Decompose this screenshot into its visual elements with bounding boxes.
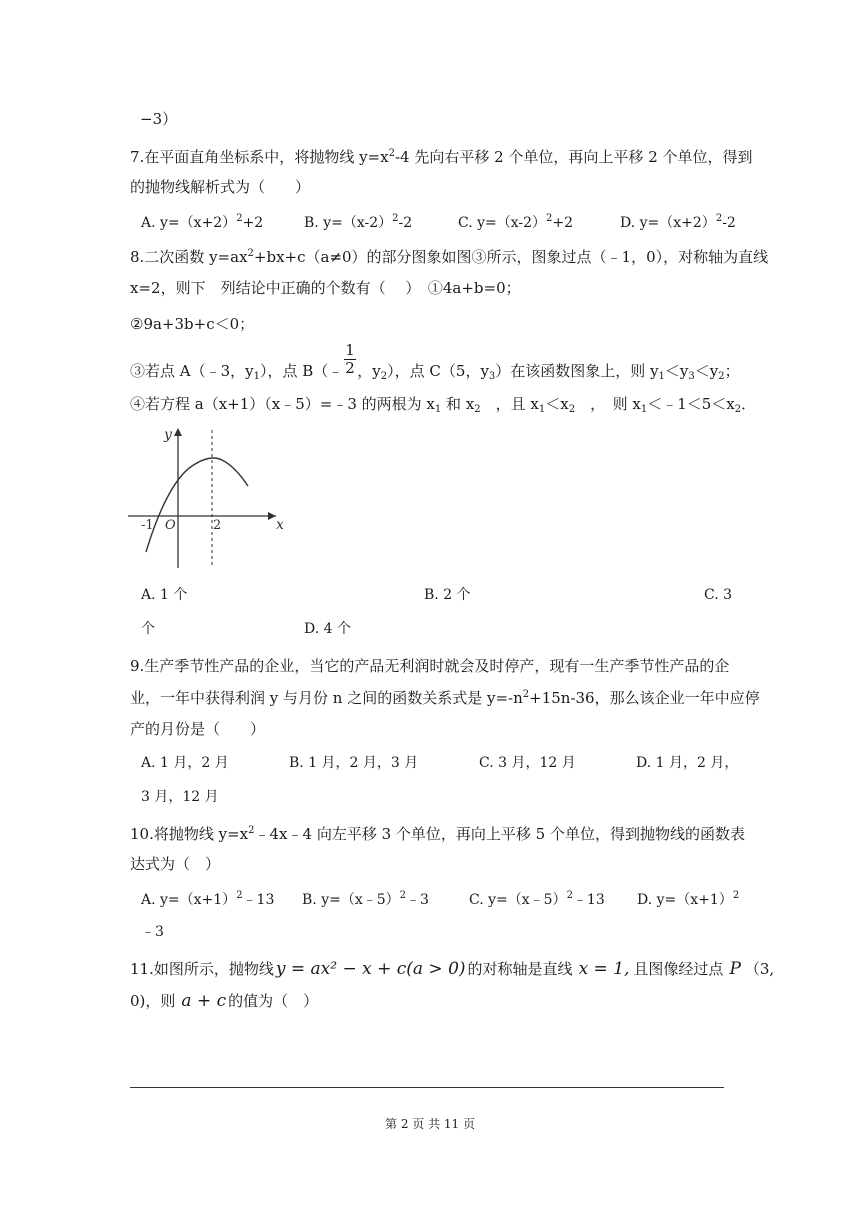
option-text: C. y=（x﹣5） [469, 892, 567, 908]
text: 和 x [441, 395, 475, 413]
superscript: 2 [247, 248, 254, 259]
question-10-line-2: 达式为（ ） [130, 855, 221, 873]
text: ）在该函数图象上，则 y [495, 362, 659, 380]
text: ），点 C（5，y [387, 362, 489, 380]
fraction-one-half [344, 343, 356, 376]
graph-tick-2: 2 [213, 518, 222, 533]
q9-option-d[interactable]: D. 1 月，2 月， [636, 755, 739, 771]
math-expression: a + c [181, 991, 227, 1011]
superscript: 2 [236, 213, 243, 224]
text: ，y [357, 362, 381, 380]
superscript: 2 [522, 689, 530, 700]
question-8-line-4 [130, 364, 740, 382]
subscript: 2 [474, 404, 481, 415]
text: ＜y [694, 362, 719, 380]
math-expression: P [729, 959, 741, 979]
text: ④若方程 a（x+1）（x﹣5）=﹣3 的两根为 x [130, 395, 435, 413]
text: ； [724, 362, 740, 380]
subscript: 1 [640, 404, 648, 415]
q8-option-b[interactable]: B. 2 个 [424, 587, 471, 603]
question-8-line-3: ②9a+3b+c＜0； [130, 315, 255, 333]
question-7-line-2: 的抛物线解析式为（ ） [130, 178, 311, 196]
text: ③若点 A（﹣3，y [130, 362, 254, 380]
text: +15n-36，那么该企业一年中应停 [529, 689, 760, 707]
subscript: 2 [718, 371, 725, 382]
text: ， 则 x [575, 395, 641, 413]
y-axis-arrow [174, 428, 182, 436]
math-expression: y = ax² − x + c(a > 0) [275, 959, 466, 979]
q8-text-a: 8.二次函数 y=ax [130, 248, 248, 266]
q10-option-d-continued: ﹣3 [141, 924, 164, 940]
option-text: ﹣13 [572, 892, 605, 908]
text: （3, [744, 960, 775, 978]
question-9-line-3: 产的月份是（ ） [130, 720, 266, 738]
option-text: A. y=（x+2） [141, 215, 237, 231]
text: 的对称轴是直线 [467, 960, 573, 978]
option-text: A. y=（x+1） [141, 892, 237, 908]
text: ． [741, 395, 757, 413]
q7-option-d[interactable] [620, 214, 736, 230]
option-text: ﹣3 [406, 892, 429, 908]
text: ＜﹣1＜5＜x [647, 395, 735, 413]
subscript: 3 [688, 371, 695, 382]
q7-option-a[interactable] [141, 214, 263, 230]
graph-origin-label: O [165, 518, 176, 533]
q8-option-c-continued: 个 [141, 621, 155, 637]
option-text: B. y=（x﹣5） [302, 892, 400, 908]
option-text: D. y=（x+1） [637, 892, 733, 908]
text: 且图像经过点 [633, 960, 724, 978]
q9-option-a[interactable]: A. 1 月，2 月 [141, 755, 229, 771]
superscript: 2 [715, 213, 723, 224]
text: ），点 B（﹣ [260, 362, 344, 380]
subscript: 2 [380, 371, 388, 382]
x-axis-arrow [268, 512, 276, 520]
superscript: 2 [546, 213, 553, 224]
graph-x-label: x [276, 517, 284, 533]
q10-option-b[interactable] [302, 891, 429, 907]
question-7-line-1 [130, 149, 753, 165]
q8-option-a[interactable]: A. 1 个 [141, 587, 188, 603]
superscript: 2 [566, 890, 573, 901]
q10-option-d[interactable] [637, 891, 739, 907]
question-9-line-1: 9.生产季节性产品的企业，当它的产品无利润时就会及时停产，现有一生产季节性产品的企 [130, 657, 730, 675]
q7-option-c[interactable] [458, 214, 573, 230]
q10-option-c[interactable] [469, 891, 605, 907]
subscript: 1 [253, 371, 260, 382]
question-8-line-2: x=2，则下 列结论中正确的个数有（ ） ①4a+b=0； [130, 279, 521, 297]
option-text: B. y=（x-2） [304, 215, 393, 231]
question-11-line-2 [130, 993, 318, 1010]
q7-text-b: -4 先向右平移 2 个单位，再向上平移 2 个单位，得到 [394, 148, 753, 166]
option-text: -2 [722, 215, 736, 231]
parabola-curve [146, 458, 248, 552]
q8-option-c[interactable]: C. 3 [704, 587, 733, 603]
option-text: -2 [398, 215, 413, 231]
question-9-line-2 [130, 690, 760, 706]
text: ﹣4x﹣4 向左平移 3 个单位，再向上平移 5 个单位，得到抛物线的函数表 [254, 825, 745, 843]
subscript: 1 [434, 404, 442, 415]
subscript: 2 [734, 404, 742, 415]
subscript: 2 [568, 404, 576, 415]
graph-tick-minus-1: -1 [141, 518, 154, 533]
question-8-line-5 [130, 397, 756, 415]
option-text: +2 [552, 215, 574, 231]
q7-option-b[interactable] [304, 214, 412, 230]
superscript: 2 [388, 148, 395, 159]
superscript: 2 [399, 890, 407, 901]
option-text: +2 [242, 215, 264, 231]
text: ＜x [545, 395, 569, 413]
q10-option-a[interactable] [141, 891, 274, 907]
math-expression: x = 1, [578, 959, 630, 979]
question-10-line-1 [130, 826, 745, 842]
option-text: ﹣13 [242, 892, 275, 908]
subscript: 1 [538, 404, 546, 415]
q8-text-b: +bx+c（a≠0）的部分图象如图③所示，图象过点（﹣1，0），对称轴为直线 [253, 248, 769, 266]
option-text: D. y=（x+2） [620, 215, 716, 231]
q9-option-d-continued: 3 月，12 月 [141, 789, 219, 805]
q8-option-d[interactable]: D. 4 个 [304, 621, 351, 637]
parabola-graph [126, 422, 302, 570]
graph-y-label: y [164, 427, 172, 443]
option-text: C. y=（x-2） [458, 215, 547, 231]
question-11-line-1 [130, 961, 774, 978]
question-8-line-1 [130, 249, 768, 265]
q9-option-b[interactable]: B. 1 月，2 月，3 月 [289, 755, 419, 771]
fraction-denominator: 2 [345, 359, 355, 377]
superscript: 2 [392, 213, 399, 224]
superscript: 2 [732, 890, 740, 901]
page-number: 第 2 页 共 11 页 [385, 1117, 475, 1131]
superscript: 2 [248, 825, 255, 836]
text: 0)，则 [130, 992, 176, 1010]
text: 11.如图所示，抛物线 [130, 960, 274, 978]
subscript: 3 [488, 371, 496, 382]
text: 的值为（ ） [228, 992, 319, 1010]
q9-option-c[interactable]: C. 3 月，12 月 [479, 755, 576, 771]
text: 业，一年中获得利润 y 与月份 n 之间的函数关系式是 y=-n [130, 689, 523, 707]
footer-divider [130, 1087, 724, 1088]
text: ＜y [664, 362, 689, 380]
subscript: 1 [658, 371, 665, 382]
previous-question-tail: −3） [140, 110, 178, 128]
superscript: 2 [236, 890, 243, 901]
fraction-numerator: 1 [345, 341, 355, 359]
text: ，且 x [480, 395, 539, 413]
q7-text-a: 7.在平面直角坐标系中，将抛物线 y=x [130, 148, 389, 166]
text: 10.将抛物线 y=x [130, 825, 249, 843]
